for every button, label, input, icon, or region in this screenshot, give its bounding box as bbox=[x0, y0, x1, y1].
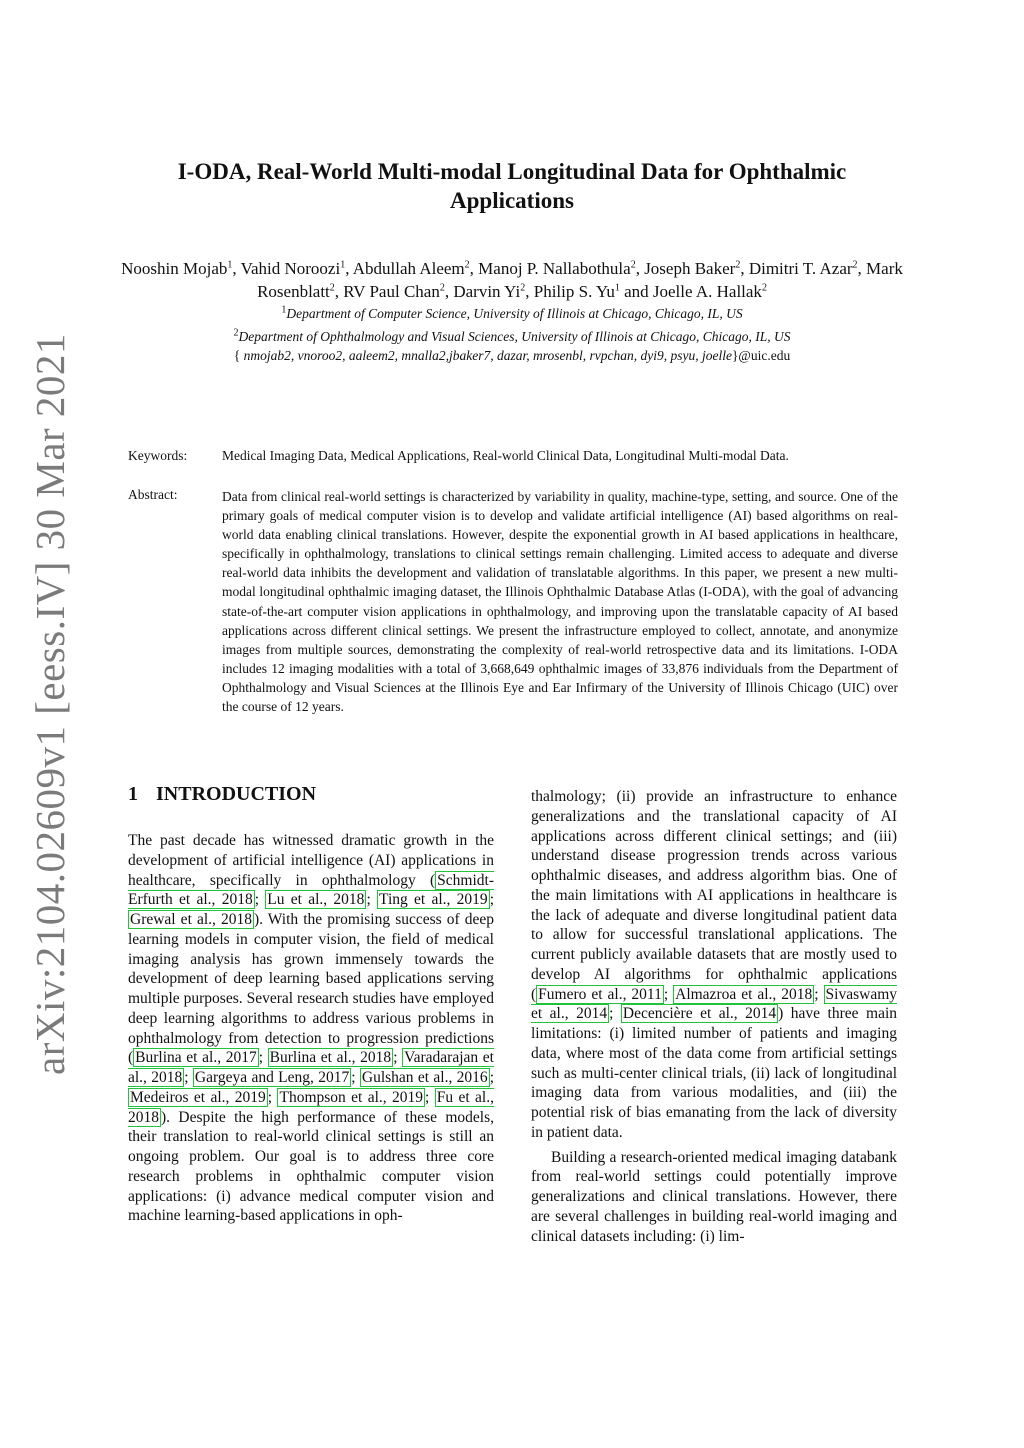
citation-link[interactable]: Gulshan et al., 2016 bbox=[361, 1069, 488, 1086]
citation-link[interactable]: Ting et al., 2019 bbox=[379, 891, 488, 909]
body-text: ; bbox=[267, 1088, 278, 1106]
body-text: ; bbox=[489, 891, 494, 909]
author-list bbox=[118, 257, 906, 303]
email-domain: }@uic.edu bbox=[731, 348, 791, 363]
citation-link[interactable]: Fu et al., 2018 bbox=[128, 1088, 494, 1126]
author-name: , Abdullah Aleem bbox=[345, 259, 465, 278]
author-name: , Philip S. Yu bbox=[525, 282, 615, 301]
body-text: ; bbox=[258, 1049, 268, 1067]
keywords-label: Keywords: bbox=[128, 448, 188, 463]
citation-link[interactable]: Varadarajan et al., 2018 bbox=[128, 1049, 494, 1086]
title-line-1: I-ODA, Real-World Multi-modal Longitudinal Data for Ophthalmic bbox=[177, 159, 847, 184]
author-name: , Darvin Yi bbox=[444, 282, 521, 301]
body-text: ; bbox=[184, 1069, 193, 1086]
affiliation-number: 1 bbox=[281, 304, 287, 316]
arxiv-identifier-stamp: arXiv:2104.02609v1 [eess.IV] 30 Mar 2021 bbox=[27, 333, 73, 1075]
body-text: thalmology; (ii) provide an infrastructure to enhance generalizations and the translational capacity of AI applications across different clinical settings; and (iii) understand disease progression trends across various ophthalmic diseases, and address algorithm bias. One of the main limitations with AI applications in healthcare is the lack of adequate and diverse longitudinal patient data to allow for successful translational applications. The current publicly available datasets that are mostly used to develop AI algorithms for ophthalmic applications ( bbox=[531, 788, 897, 1003]
body-text: ; bbox=[366, 891, 378, 909]
body-text: ; bbox=[489, 1069, 494, 1086]
keywords-text: Medical Imaging Data, Medical Applications, Real-world Clinical Data, Longitudinal Multi-modal Data. bbox=[222, 448, 789, 463]
affiliation-mark: 2 bbox=[520, 282, 526, 294]
author-name: , Joseph Baker bbox=[635, 259, 736, 278]
author-name: , Manoj P. Nallabothula bbox=[469, 259, 631, 278]
paragraph bbox=[531, 787, 897, 1143]
citation-link[interactable]: Burlina et al., 2018 bbox=[269, 1049, 392, 1067]
body-text: ). Despite the high performance of these models, their translation to real-world clinical settings is still an ongoing problem. Our goal is to address three core research problems in ophthalmic computer vision applications: (i) advance medical computer vision and machine learning-based applications in oph- bbox=[128, 1108, 494, 1225]
citation-link[interactable]: Decencière et al., 2014 bbox=[622, 1005, 777, 1023]
body-text: ; bbox=[663, 985, 674, 1003]
body-text: ; bbox=[609, 1005, 621, 1023]
affiliation-mark: 2 bbox=[464, 259, 470, 271]
author-name: , Mark Rosenblatt bbox=[257, 259, 903, 301]
body-column-right bbox=[531, 787, 897, 1246]
body-column-left bbox=[128, 831, 494, 1226]
affiliation-mark: 2 bbox=[439, 282, 445, 294]
citation-link[interactable]: Almazroa et al., 2018 bbox=[675, 985, 813, 1003]
affiliation-mark: 2 bbox=[761, 282, 767, 294]
body-text: The past decade has witnessed dramatic growth in the development of artificial intelligence (AI) applications in healthcare, specifically in ophthalmology ( bbox=[128, 832, 494, 889]
citation-link[interactable]: Thompson et al., 2019 bbox=[279, 1088, 424, 1106]
body-text: ; bbox=[351, 1069, 360, 1086]
body-text: ). With the promising success of deep learning models in computer vision, the field of medical imaging analysis has grown immensely towards the development of deep learning based applications serving multiple purposes. Several research studies have employed deep learning algorithms to address various problems in ophthalmology from detection to progression predictions ( bbox=[128, 911, 494, 1067]
affiliation-mark: 1 bbox=[227, 259, 233, 271]
brace-open: { bbox=[233, 348, 241, 363]
citation-link[interactable]: Burlina et al., 2017 bbox=[135, 1049, 257, 1067]
author-name: Nooshin Mojab bbox=[121, 259, 228, 278]
affiliation-mark: 2 bbox=[852, 259, 858, 271]
paragraph bbox=[128, 831, 494, 1226]
body-text: ; bbox=[425, 1088, 435, 1106]
affiliation-1 bbox=[118, 304, 906, 324]
citation-link[interactable]: Grewal et al., 2018 bbox=[130, 911, 252, 928]
affiliation-text: Department of Computer Science, University of Illinois at Chicago, Chicago, IL, US bbox=[286, 306, 743, 321]
affiliation-text: Department of Ophthalmology and Visual Sciences, University of Illinois at Chicago, Chicago, IL, US bbox=[238, 329, 791, 344]
citation-link[interactable]: Sivaswamy et al., 2014 bbox=[531, 985, 898, 1023]
affiliation-mark: 1 bbox=[340, 259, 346, 271]
author-emails bbox=[118, 346, 906, 366]
body-text: ; bbox=[254, 891, 266, 909]
author-name: , Vahid Noroozi bbox=[232, 259, 341, 278]
section-title: INTRODUCTION bbox=[156, 783, 317, 805]
citation-link[interactable]: Fumero et al., 2011 bbox=[538, 985, 662, 1003]
author-name: , Dimitri T. Azar bbox=[740, 259, 853, 278]
affiliation-number: 2 bbox=[233, 327, 239, 339]
title-line-2: Applications bbox=[450, 188, 574, 213]
citation-link[interactable]: Gargeya and Leng, 2017 bbox=[194, 1069, 350, 1086]
citation-link[interactable]: Lu et al., 2018 bbox=[267, 891, 365, 909]
citation-link[interactable]: Schmidt-Erfurth et al., 2018 bbox=[128, 871, 494, 909]
author-name: and Joelle A. Hallak bbox=[619, 282, 762, 301]
email-list: nmojab2, vnoroo2, aaleem2, mnalla2,jbaker7, dazar, mrosenbl, rvpchan, dyi9, psyu, joelle bbox=[240, 348, 732, 363]
affiliation-2 bbox=[118, 327, 906, 347]
paragraph: Building a research-oriented medical imaging databank from real-world settings could potentially improve generalizations and clinical translations. However, there are several challenges in building real-world imaging and clinical datasets including: (i) lim- bbox=[531, 1148, 897, 1245]
paper-title bbox=[128, 157, 896, 215]
abstract-text: Data from clinical real-world settings is characterized by variability in quality, machine-type, setting, and source. One of the primary goals of medical computer vision is to develop and validate artificial intelligence (AI) based algorithms on real-world data enabling clinical translations. However, despite the exponential growth in AI based applications in healthcare, specifically in ophthalmology, translations to clinical settings remain challenging. Limited access to adequate and diverse real-world data inhibits the development and validation of translatable algorithms. In this paper, we present a new multi-modal longitudinal ophthalmic imaging dataset, the Illinois Ophthalmic Database Atlas (I-ODA), with the goal of advancing state-of-the-art computer vision applications in ophthalmology, and improving upon the translatable capacity of AI based applications across different clinical settings. We present the infrastructure employed to collect, annotate, and anonymize images from multiple sources, demonstrating the complexity of real-world retrospective data and its limitations. I-ODA includes 12 imaging modalities with a total of 3,668,649 ophthalmic images of 33,876 individuals from the Department of Ophthalmology and Visual Sciences at the Illinois Eye and Ear Infirmary of the University of Illinois Chicago (UIC) over the course of 12 years. bbox=[222, 489, 898, 715]
affiliation-mark: 1 bbox=[614, 282, 620, 294]
section-number: 1 bbox=[128, 783, 138, 805]
affiliation-mark: 2 bbox=[630, 259, 636, 271]
affiliation-mark: 2 bbox=[735, 259, 741, 271]
body-text: ; bbox=[814, 985, 824, 1003]
body-text: ; bbox=[393, 1049, 403, 1067]
abstract-label: Abstract: bbox=[128, 487, 178, 502]
body-text: ) have three main limitations: (i) limited number of patients and imaging data, where most of the data come from artificial settings such as multi-center clinical trials, (ii) lack of longitudinal imaging data from various modalities, and (iii) the potential risk of bias emanating from the lack of diversity in patient data. bbox=[531, 1005, 897, 1141]
affiliation-mark: 2 bbox=[329, 282, 335, 294]
section-heading bbox=[128, 783, 316, 806]
author-name: , RV Paul Chan bbox=[334, 282, 440, 301]
citation-link[interactable]: Medeiros et al., 2019 bbox=[130, 1088, 266, 1106]
